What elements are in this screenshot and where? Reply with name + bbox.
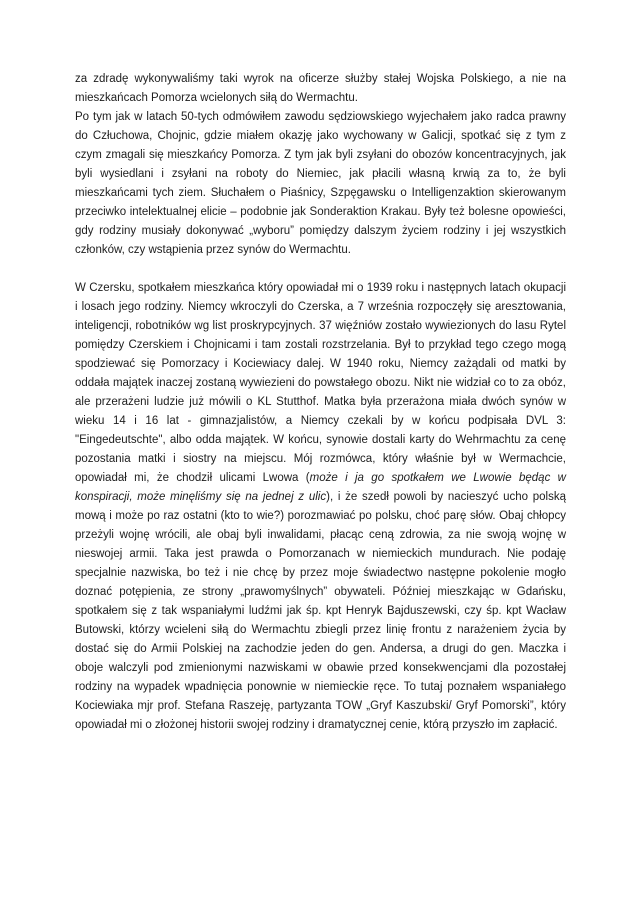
paragraph bbox=[75, 279, 566, 735]
paragraph bbox=[75, 108, 566, 260]
italic-text-run: może i ja go spotkałem we Lwowie będąc w konspiracji, może minęliśmy się na jednej z ulic bbox=[75, 472, 566, 503]
text-run: Po tym jak w latach 50-tych odmówiłem zawodu sędziowskiego wyjechałem jako radca prawny do Człuchowa, Chojnic, gdzie miałem okazję jako wychowany w Galicji, spotkać się z tym z czym zmagali się mieszkańcy Pomorza. Z tym jak byli zsyłani do obozów koncentracyjnych, jak byli wysiedlani i zsyłani na roboty do Niemiec, jak płacili własną krwią za to, że byli mieszkańcami tych ziem. Słuchałem o Piaśnicy, Szpęgawsku o Intelligenzaktion skierowanym przeciwko intelektualnej elicie – podobnie jak Sonderaktion Krakau. Były też bolesne opowieści, gdy rodziny musiały dokonywać „wyboru” pomiędzy dalszym życiem rodziny i jej wszystkich członków, czy wstąpienia przez synów do Wermachtu. bbox=[75, 111, 566, 256]
text-run: ), i że szedł powoli by nacieszyć ucho polską mową i może po raz ostatni (kto to wie?) porozmawiać po polsku, choć parę słów. Obaj chłopcy przeżyli wojnę wrócili, ale obaj byli inwalidami, płacąc ceną zdrowia, za nie swoją wojnę w nieswojej armii. Taka jest prawda o Pomorzanach w niemieckich mundurach. Nie podaję specjalnie nazwiska, bo też i nie chcę by przez moje świadectwo następne pokolenie mogło doznać potępienia, ze strony „prawomyślnych” obywateli. Później mieszkając w Gdańsku, spotkałem się z tak wspaniałymi ludźmi jak śp. kpt Henryk Bajduszewski, czy śp. kpt Wacław Butowski, którzy wcieleni siłą do Wermachtu zbiegli przez linię frontu z narażeniem życia by dostać się do Armii Polskiej na zachodzie jeden do gen. Andersa, a drugi do gen. Maczka i oboje walczyli pod zmienionymi nazwiskami w obawie przed konsekwencjami dla pozostałej rodziny na wypadek wpadnięcia ponownie w niemieckie ręce. To tutaj poznałem wspaniałego Kociewiaka mjr prof. Stefana Raszeję, partyzanta TOW „Gryf Kaszubski/ Gryf Pomorski”, który opowiadał mi o złożonej historii swojej rodziny i dramatycznej cenie, którą przyszło im zapłacić. bbox=[75, 491, 566, 731]
text-block bbox=[75, 70, 566, 735]
paragraph bbox=[75, 70, 566, 108]
paragraph-spacer bbox=[75, 260, 566, 279]
text-run: W Czersku, spotkałem mieszkańca który opowiadał mi o 1939 roku i następnych latach okupacji i losach jego rodziny. Niemcy wkroczyli do Czerska, a 7 września rozpoczęły się aresztowania, inteligencji, robotników wg list proskrypcyjnych. 37 więźniów zostało wywiezionych do lasu Rytel pomiędzy Czerskiem i Chojnicami i tam zostali rozstrzelania. Był to przykład tego czego mogą spodziewać się Pomorzacy i Kociewiacy dalej. W 1940 roku, Niemcy zażądali od matki by oddała majątek inaczej zostaną wywiezieni do powstałego obozu. Nikt nie widział co to za obóz, ale przerażeni ludzie już mówili o KL Stutthof. Matka była przerażona miała dwóch synów w wieku 14 i 16 lat - gimnazjalistów, a Niemcy czekali by w końcu podpisała DVL 3: "Eingedeutschte", albo odda majątek. W końcu, synowie dostali karty do Wehrmachtu za cenę pozostania matki i siostry na miejscu. Mój rozmówca, który właśnie był w Wermachcie, opowiadał mi, że chodził ulicami Lwowa ( bbox=[75, 282, 566, 484]
text-run: za zdradę wykonywaliśmy taki wyrok na oficerze służby stałej Wojska Polskiego, a nie na mieszkańcach Pomorza wcielonych siłą do Wermachtu. bbox=[75, 73, 566, 104]
